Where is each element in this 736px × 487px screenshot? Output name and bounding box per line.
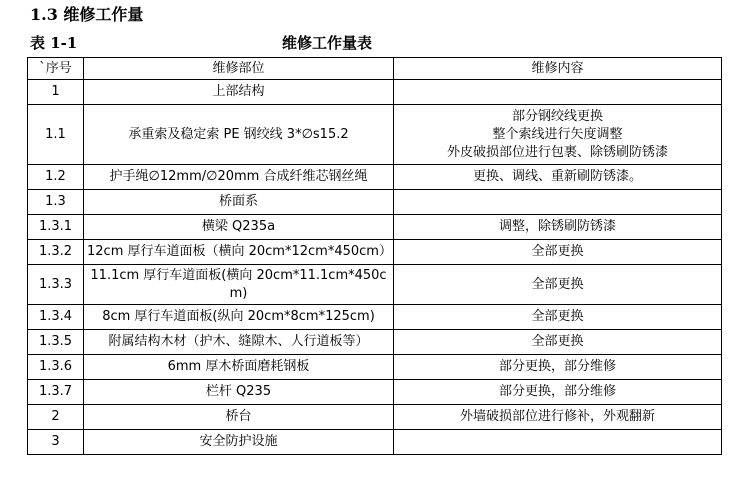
row-work: 部分更换，部分维修 bbox=[394, 355, 722, 380]
row-part: 11.1cm 厚行车道面板(横向 20cm*11.1cm*450cm) bbox=[84, 265, 394, 305]
row-work bbox=[394, 105, 722, 165]
row-no: 1.3.5 bbox=[28, 330, 84, 355]
row-part: 桥面系 bbox=[84, 190, 394, 215]
table-row bbox=[28, 305, 722, 330]
row-work: 调整，除锈刷防锈漆 bbox=[394, 215, 722, 240]
row-work-line: 部分钢绞线更换 bbox=[511, 108, 603, 124]
row-work bbox=[394, 80, 722, 105]
row-no: 1.3.2 bbox=[28, 240, 84, 265]
row-part: 栏杆 Q235 bbox=[84, 380, 394, 405]
row-no: 1.3.6 bbox=[28, 355, 84, 380]
row-work-line: 外皮破损部位进行包裹、除锈刷防锈漆 bbox=[446, 144, 668, 160]
row-part: 上部结构 bbox=[84, 80, 394, 105]
row-no: 1 bbox=[28, 80, 84, 105]
row-part: 8cm 厚行车道面板(纵向 20cm*8cm*125cm) bbox=[84, 305, 394, 330]
row-no: 1.3 bbox=[28, 190, 84, 215]
table-row bbox=[28, 215, 722, 240]
maintenance-work-table bbox=[27, 57, 722, 455]
row-work bbox=[394, 430, 722, 455]
row-no: 1.3.3 bbox=[28, 265, 84, 305]
row-part: 安全防护设施 bbox=[84, 430, 394, 455]
column-header-work: 维修内容 bbox=[394, 58, 722, 80]
row-work bbox=[394, 190, 722, 215]
table-header-row bbox=[28, 58, 722, 80]
table-row bbox=[28, 105, 722, 165]
row-part: 承重索及稳定索 PE 钢绞线 3*∅s15.2 bbox=[84, 105, 394, 165]
column-header-no: `序号 bbox=[28, 58, 84, 80]
row-part: 横梁 Q235a bbox=[84, 215, 394, 240]
table-row bbox=[28, 430, 722, 455]
row-no: 1.3.7 bbox=[28, 380, 84, 405]
column-header-part: 维修部位 bbox=[84, 58, 394, 80]
row-work: 全部更换 bbox=[394, 305, 722, 330]
row-work: 更换、调线、重新刷防锈漆。 bbox=[394, 165, 722, 190]
row-no: 3 bbox=[28, 430, 84, 455]
row-no: 1.3.4 bbox=[28, 305, 84, 330]
table-row bbox=[28, 165, 722, 190]
row-no: 2 bbox=[28, 405, 84, 430]
table-number: 表 1-1 bbox=[30, 34, 78, 52]
table-row bbox=[28, 405, 722, 430]
row-no: 1.3.1 bbox=[28, 215, 84, 240]
table-row bbox=[28, 355, 722, 380]
row-work: 外墙破损部位进行修补，外观翻新 bbox=[394, 405, 722, 430]
row-no: 1.1 bbox=[28, 105, 84, 165]
table-row bbox=[28, 240, 722, 265]
row-part: 护手绳∅12mm/∅20mm 合成纤维芯钢丝绳 bbox=[84, 165, 394, 190]
row-part: 6mm 厚木桥面磨耗钢板 bbox=[84, 355, 394, 380]
table-row bbox=[28, 190, 722, 215]
row-no: 1.2 bbox=[28, 165, 84, 190]
row-part: 桥台 bbox=[84, 405, 394, 430]
table-caption: 维修工作量表 bbox=[282, 34, 373, 52]
section-heading: 1.3 维修工作量 bbox=[30, 5, 144, 24]
row-work: 全部更换 bbox=[394, 330, 722, 355]
row-work-line: 整个索线进行矢度调整 bbox=[492, 126, 623, 142]
table-row bbox=[28, 80, 722, 105]
row-part: 12cm 厚行车道面板（横向 20cm*12cm*450cm） bbox=[84, 240, 394, 265]
table-row bbox=[28, 380, 722, 405]
row-part: 附属结构木材（护木、缝隙木、人行道板等） bbox=[84, 330, 394, 355]
table-row bbox=[28, 265, 722, 305]
row-work: 部分更换，部分维修 bbox=[394, 380, 722, 405]
table-row bbox=[28, 330, 722, 355]
row-work: 全部更换 bbox=[394, 265, 722, 305]
row-work: 全部更换 bbox=[394, 240, 722, 265]
